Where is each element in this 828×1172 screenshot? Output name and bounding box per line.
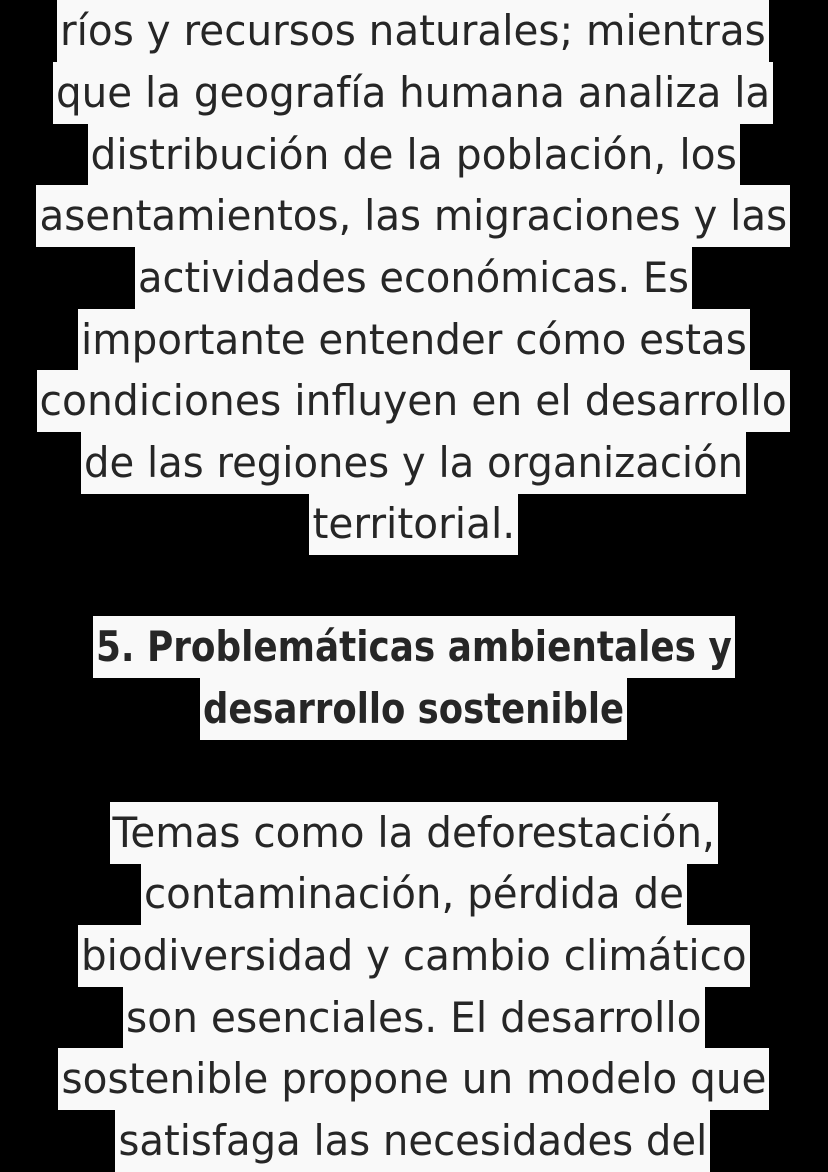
line-text: de las regiones y la organización <box>83 438 744 487</box>
text-line <box>37 370 790 432</box>
line-text: Temas como la deforestación, <box>112 808 716 857</box>
text-line <box>36 185 790 247</box>
text-line <box>309 493 518 555</box>
line-text: contaminación, pérdida de <box>144 869 684 918</box>
text-line <box>81 432 746 494</box>
text-line <box>53 62 773 124</box>
line-text: son esenciales. El desarrollo <box>126 993 702 1042</box>
line-text: actividades económicas. Es <box>138 253 690 302</box>
heading-text: desarrollo sostenible <box>202 684 625 733</box>
line-text: condiciones influyen en el desarrollo <box>39 376 788 425</box>
text-line <box>110 802 718 864</box>
text-line <box>123 987 705 1049</box>
text-line <box>135 247 692 309</box>
text-line <box>78 925 750 987</box>
line-text: sostenible propone un modelo que <box>61 1054 767 1103</box>
line-text: distribución de la población, los <box>90 130 738 179</box>
text-line <box>88 124 740 186</box>
line-text: territorial. <box>312 499 515 548</box>
line-text: ríos y recursos naturales; mientras <box>60 6 766 55</box>
line-text: satisfaga las necesidades del <box>118 1116 707 1165</box>
line-text: biodiversidad y cambio climático <box>81 931 747 980</box>
line-text: asentamientos, las migraciones y las <box>39 191 787 240</box>
text-line <box>57 0 769 62</box>
text-line <box>141 863 687 925</box>
text-line <box>115 1110 710 1172</box>
heading-line <box>200 678 627 740</box>
text-line <box>78 309 750 371</box>
heading-line <box>93 616 735 678</box>
heading-text: 5. Problemáticas ambientales y <box>96 622 732 671</box>
line-text: que la geografía humana analiza la <box>55 68 771 117</box>
text-line <box>58 1048 769 1110</box>
line-text: importante entender cómo estas <box>81 315 747 364</box>
